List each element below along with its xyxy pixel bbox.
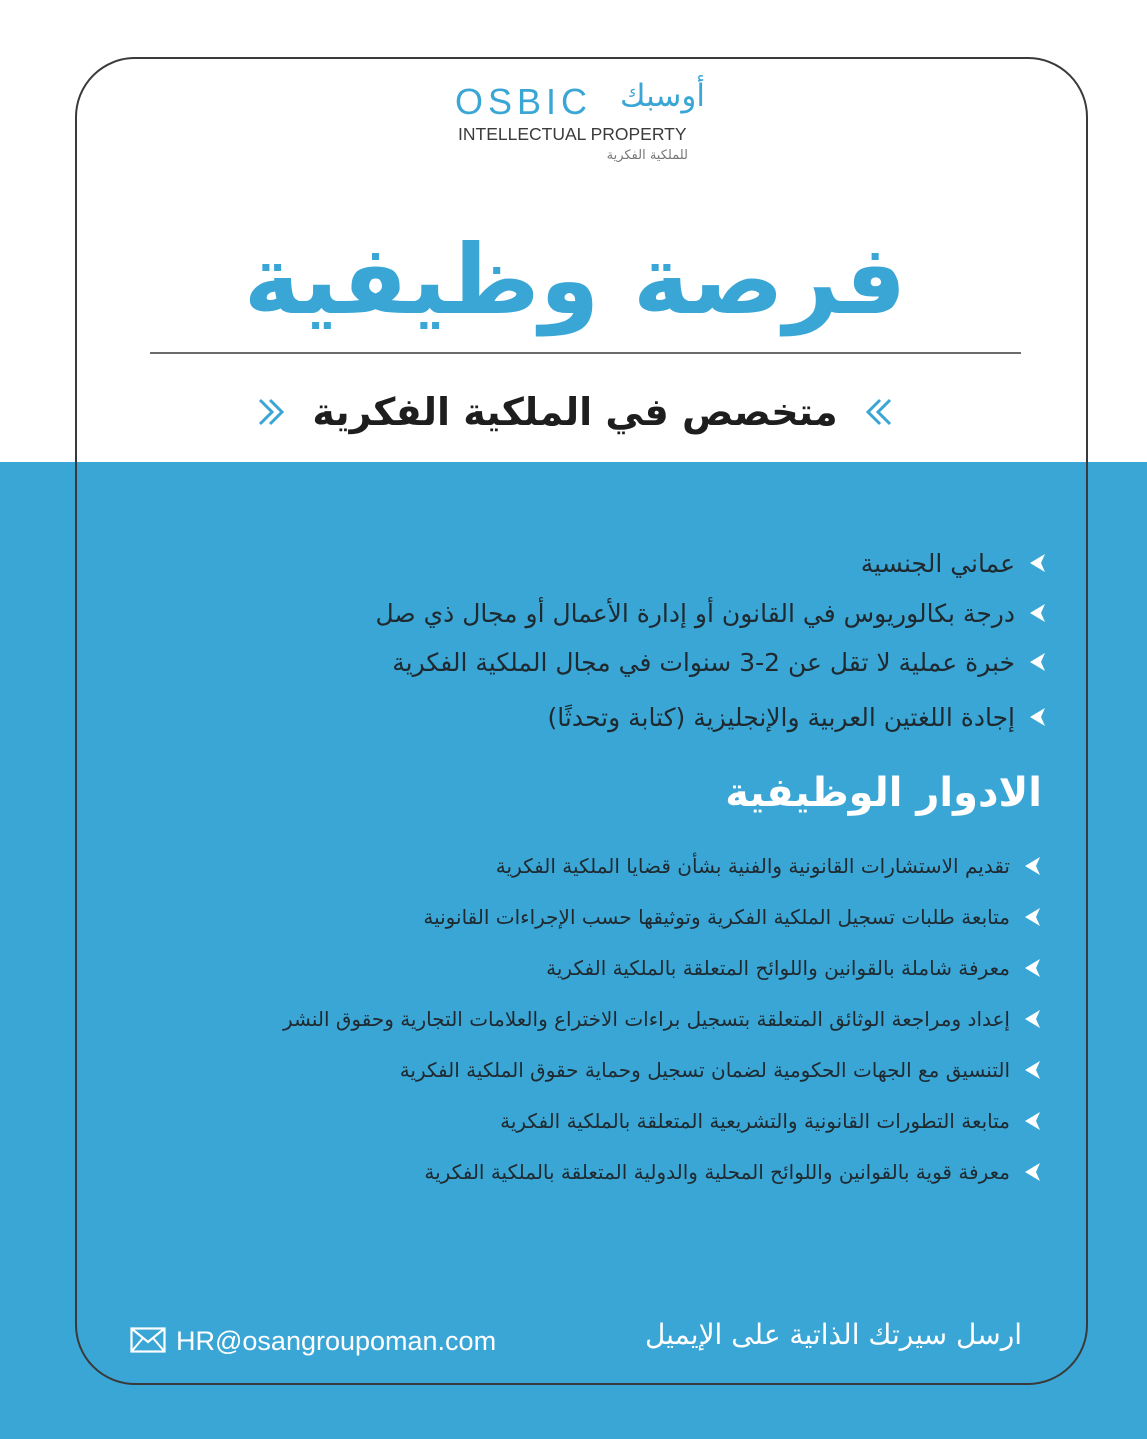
role-item [82,1095,1042,1146]
arrow-bullet-icon [1022,1110,1042,1132]
requirement-item [147,538,1047,588]
role-text: متابعة طلبات تسجيل الملكية الفكرية وتوثيقها حسب الإجراءات القانونية [423,904,1010,929]
requirement-item [147,692,1047,742]
role-item [82,891,1042,942]
arrow-bullet-icon [1027,706,1047,728]
email-link[interactable]: HR@osangroupoman.com [176,1326,497,1356]
role-item [82,1044,1042,1095]
requirement-item [147,638,1047,686]
role-item [82,993,1042,1044]
arrow-bullet-icon [1022,906,1042,928]
roles-list [82,840,1042,1197]
arrow-bullet-icon [1022,1161,1042,1183]
role-text: التنسيق مع الجهات الحكومية لضمان تسجيل وحماية حقوق الملكية الفكرية [399,1057,1010,1082]
email-contact[interactable] [130,1326,496,1357]
arrow-bullet-icon [1027,651,1047,673]
role-item [82,942,1042,993]
logo-latin-text: OSBIC [455,81,593,122]
arrow-bullet-icon [1022,957,1042,979]
role-item [82,840,1042,891]
logo-wordmark [455,78,705,120]
job-title: متخصص في الملكية الفكرية [312,390,838,434]
role-text: معرفة قوية بالقوانين واللوائح المحلية والدولية المتعلقة بالملكية الفكرية [424,1159,1010,1184]
double-chevron-right-icon [252,397,290,427]
job-title-row [235,382,915,442]
role-text: معرفة شاملة بالقوانين واللوائح المتعلقة بالملكية الفكرية [546,955,1010,980]
role-text: متابعة التطورات القانونية والتشريعية المتعلقة بالملكية الفكرية [500,1108,1010,1133]
logo-arabic-text: أوسبك [619,78,705,114]
logo-arabic-subtitle: للملكية الفكرية [606,148,688,163]
requirement-text: خبرة عملية لا تقل عن 2-3 سنوات في مجال الملكية الفكرية [392,647,1015,677]
role-item [82,1146,1042,1197]
double-chevron-left-icon [860,397,898,427]
arrow-bullet-icon [1027,602,1047,624]
requirement-item [147,588,1047,638]
envelope-icon [130,1327,166,1357]
arrow-bullet-icon [1022,1059,1042,1081]
logo-subtitle: INTELLECTUAL PROPERTY [458,124,687,144]
company-logo [440,78,710,173]
arrow-bullet-icon [1027,552,1047,574]
send-cv-call-to-action: ارسل سيرتك الذاتية على الإيميل [644,1318,1022,1351]
requirement-text: عماني الجنسية [860,548,1015,578]
arrow-bullet-icon [1022,855,1042,877]
requirement-text: إجادة اللغتين العربية والإنجليزية (كتابة وتحدثًا) [547,702,1015,732]
requirements-list [147,538,1047,742]
role-text: تقديم الاستشارات القانونية والفنية بشأن قضايا الملكية الفكرية [495,853,1010,878]
arrow-bullet-icon [1022,1008,1042,1030]
requirement-text: درجة بكالوريوس في القانون أو إدارة الأعمال أو مجال ذي صل [375,598,1015,628]
role-text: إعداد ومراجعة الوثائق المتعلقة بتسجيل براءات الاختراع والعلامات التجارية وحقوق النشر [282,1006,1010,1031]
roles-heading: الادوار الوظيفية [725,770,1042,816]
headline-divider [150,352,1021,354]
page-headline: فرصة وظيفية [243,224,907,336]
